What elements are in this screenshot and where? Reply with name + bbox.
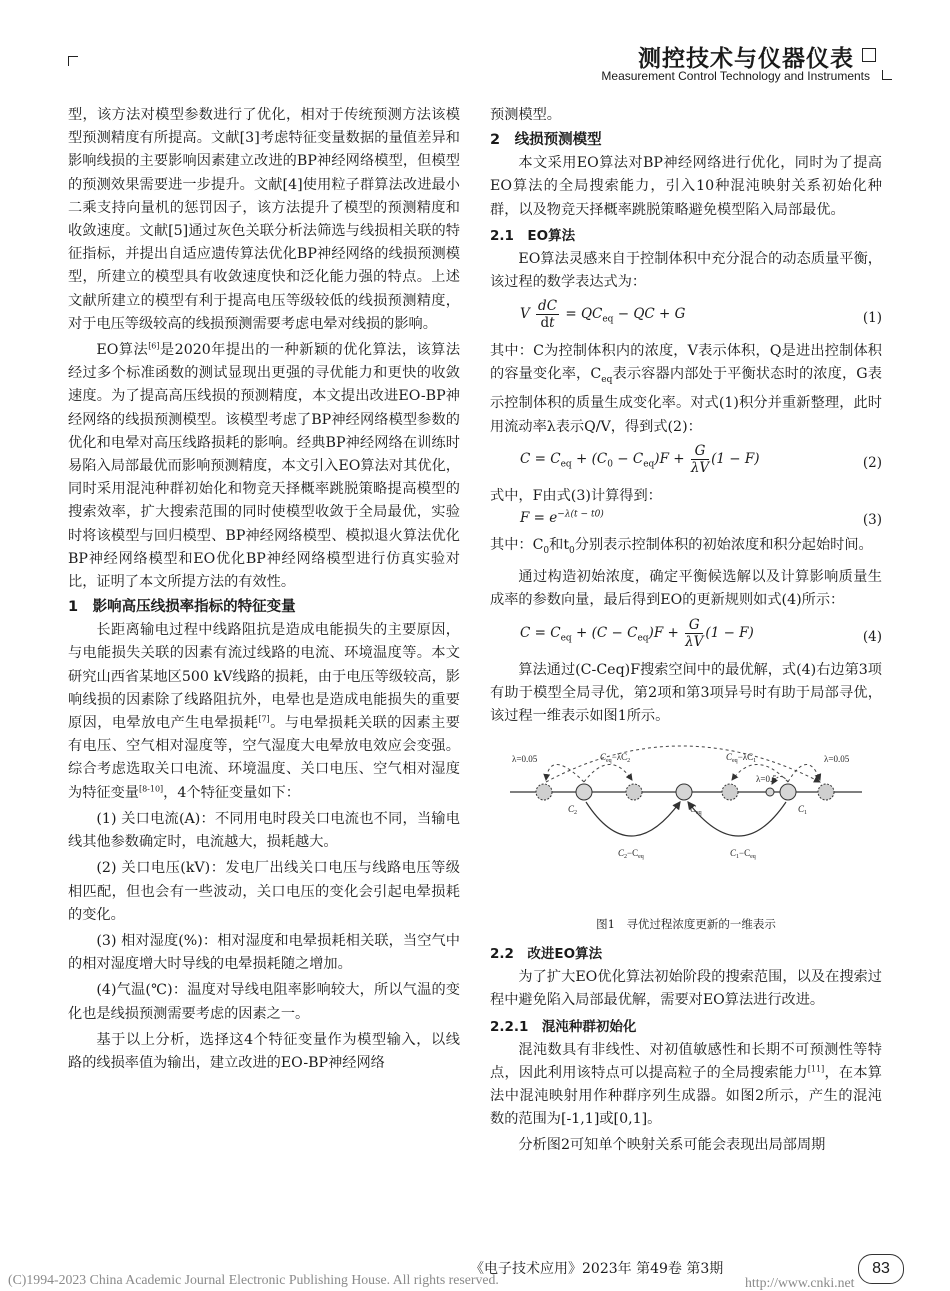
figure-caption: 图1 寻优过程浓度更新的一维表示	[596, 917, 776, 932]
node-label: C	[568, 804, 575, 815]
svg-text:C1: $C_1$	[798, 804, 808, 817]
dashed-arc	[546, 746, 820, 785]
node-dotted	[536, 784, 552, 800]
text: 混沌数具有非线性、对初值敏感性和长期不可预测性等特点，因此利用该特点可以提高粒子的全局搜索能力	[490, 1041, 882, 1081]
left-column	[68, 104, 460, 1075]
subsection-heading: 2.1 EO算法	[490, 227, 576, 244]
journal-title: 测控技术与仪器仪表	[638, 46, 854, 72]
node-label: C	[690, 804, 697, 815]
right-column	[490, 104, 882, 1158]
paragraph	[490, 1039, 882, 1132]
paragraph: 型，该方法对模型参数进行了优化，相对于传统预测方法该模型预测精度有所提高。文献[3]考虑特征变量数据的量值差异和影响线损的主要影响因素建立改进的BP神经网络模型，但模型的预测效果需要进一步提升。文献[4]使用粒子群算法改进最小二乘支持向量机的惩罚因子，该方法提升了模型的预测精度和收敛速度。文献[5]通过灰色关联分析法筛选与线损相关联的特征指标，并提出自适应遗传算法优化BP神经网络的线损预测模型，所建立的模型具有收敛速度快和泛化能力强的特点。上述文献所建立的模型有利于提高电压等级较低的线损预测精度，对于电压等级较高的线损预测需要考虑电晕对线损的影响。	[68, 107, 460, 332]
text: 长距离输电过程中线路阻抗是造成电能损失的主要原因，与电能损失关联的因素有流过线路的电流、环境温度等。本文研究山西省某地区500 kV线路的损耗，由于电压等级较高，影响线损的因素除了线路阻抗外，电晕也是造成电能损失的重要原因，电晕放电产生电晕损耗	[68, 622, 460, 732]
dashed-arc	[584, 765, 632, 783]
arc-label: C	[618, 848, 625, 859]
subsection-heading: 2.2.1 混沌种群初始化	[490, 1018, 637, 1035]
corner-mark-right	[882, 70, 892, 80]
text: EO算法	[96, 342, 149, 359]
page-number: 83	[858, 1254, 904, 1284]
list-item: (1) 关口电流(A)：不同用电时段关口电流也不同，当输电线其他参数确定时，电流越大，损耗越大。	[68, 810, 460, 851]
lambda-label: λ=0.05	[824, 754, 850, 765]
equation-2: $C = C_{eq} + (C_0 - C_{eq})F$ + $\frac{G}{\lambda V}$ (1 − F) (2)	[520, 442, 882, 476]
svg-text:C1−Ceq: $C_1-C_{eq}$	[730, 848, 756, 861]
concentration-update-diagram	[490, 740, 882, 910]
text: 分别表示控制体积的初始浓度和积分起始时间。	[574, 537, 873, 554]
subscript: 0	[543, 545, 550, 556]
arc-label: C	[726, 752, 733, 763]
paragraph: EO算法灵感来自于控制体积中充分混合的动态质量平衡，该过程的数学表达式为：	[490, 250, 882, 291]
lambda-label: λ=0.5	[756, 774, 777, 785]
publisher-url[interactable]: http://www.cnki.net	[745, 1275, 855, 1290]
svg-text:Ceq: $C_{eq}$	[690, 804, 702, 817]
paragraph	[68, 619, 460, 805]
node-dotted	[722, 784, 738, 800]
figure-1	[490, 740, 882, 940]
dashed-arc	[788, 765, 820, 783]
corner-mark-top-right	[862, 48, 876, 62]
paragraph: 分析图2可知单个映射关系可能会表现出局部周期	[518, 1137, 826, 1154]
equation-number: (1)	[862, 310, 882, 327]
paragraph	[490, 340, 882, 439]
equation-number: (2)	[862, 454, 882, 471]
paragraph: 式中，F由式(3)计算得到：	[490, 487, 662, 504]
equation-number: (4)	[862, 628, 882, 645]
paragraph	[490, 534, 882, 563]
list-item: (3) 相对湿度(%)：相对湿度和电晕损耗相关联，当空气中的相对湿度增大时导线的电晕损耗随之增加。	[68, 932, 460, 973]
solid-arc	[688, 802, 786, 836]
subsection-heading: 2.2 改进EO算法	[490, 946, 603, 963]
citation: [6]	[148, 341, 160, 351]
node-ceq	[676, 784, 692, 800]
paragraph: 算法通过(C-Ceq)F搜索空间中的最优解，式(4)右边第3项有助于模型全局寻优，第2项和第3项异号时有助于局部寻优，该过程一维表示如图1所示。	[490, 661, 882, 724]
text: ，4个特征变量如下：	[163, 784, 300, 801]
subscript: eq	[601, 375, 613, 386]
lambda-label: λ=0.05	[512, 754, 538, 765]
node-c1	[780, 784, 796, 800]
subscript: 0	[569, 545, 575, 556]
paragraph: 预测模型。	[490, 107, 561, 123]
text: 。与电晕损耗关联的因素主要有电压、空气相对湿度等，空气湿度大电晕放电效应会变强。综合考虑选取关口电流、环境温度、关口电压、空气相对湿度为特征变量	[68, 715, 460, 801]
paragraph: 本文采用EO算法对BP神经网络进行优化，同时为了提高EO算法的全局搜索能力，引入10种混沌映射关系初始化种群，以及物竞天择概率跳脱策略避免模型陷入局部最优。	[490, 155, 882, 218]
node-label: C	[798, 804, 805, 815]
citation: [11]	[807, 1063, 825, 1073]
text: ，在本算法中混沌映射用作种群序列生成器。如图2所示，产生的混沌数的范围为[-1,1]或[0,1]。	[490, 1064, 882, 1128]
list-item: (4)气温(℃)：温度对导线电阻率影响较大，所以气温的变化也是线损预测需要考虑的因素之一。	[68, 982, 460, 1022]
text: 和t	[549, 537, 570, 554]
node-small	[766, 788, 774, 796]
arc-label: C	[600, 752, 607, 763]
copyright-notice: (C)1994-2023 China Academic Journal Electronic Publishing House. All rights reserved.	[8, 1272, 499, 1287]
journal-citation: 《电子技术应用》2023年 第49卷 第3期	[470, 1261, 724, 1277]
solid-arc	[586, 802, 680, 836]
svg-text:Ceq−λC1: $C_{eq}-\lambda C_1$	[726, 752, 757, 765]
journal-subtitle: Measurement Control Technology and Instruments	[601, 69, 870, 83]
equation-3: $F = e^{-\lambda(t - t0)}$ (3)	[520, 509, 882, 529]
citation: [8-10]	[138, 783, 164, 793]
node-dotted	[818, 784, 834, 800]
svg-text:C2−Ceq: $C_2-C_{eq}$	[618, 848, 644, 861]
node-c2	[576, 784, 592, 800]
section-heading: 1 影响高压线损率指标的特征变量	[68, 599, 296, 616]
citation: [7]	[258, 714, 270, 724]
equation-1: V $\frac{dC}{dt}$ = $QC_{eq}$ − QC + G (1)	[520, 298, 882, 332]
text: 表示容器内部处于平衡状态时的浓度，G表示控制体积的质量生成变化率。对式(1)积分并重新整理，此时用流动率λ表示Q/V，得到式(2)：	[490, 366, 882, 435]
svg-text:C2: $C_2$	[568, 804, 578, 817]
equation-number: (3)	[862, 512, 882, 529]
arc-label: C	[730, 848, 737, 859]
paragraph: 通过构造初始浓度，确定平衡候选解以及计算影响质量生成率的参数向量，最后得到EO的更新规则如式(4)所示：	[490, 569, 882, 609]
corner-mark-top-left	[68, 56, 78, 66]
text: 其中：C为控制体积内的浓度，V表示体积，Q是进出控制体积的容量变化率，C	[490, 343, 882, 383]
text: 是2020年提出的一种新颖的优化算法，该算法经过多个标准函数的测试显现出更强的寻优能力和更快的收敛速度。为了提高高压线损的预测精度，本文提出改进EO-BP神经网络的线损预测模型。该模型考虑了BP神经网络模型参数的优化和电晕对高压线路损耗的影响。经典BP神经网络在训练时易陷入局部最优而影响预测精度，本文引入EO算法对其优化，同时采用混沌种群初始化和物竞天择概率跳脱策略提高模型的搜索效率，扩大搜索范围的同时使模型收敛于全局最优，实验时将该模型与回归模型、BP神经网络模型、模拟退火算法优化BP神经网络模型和EO优化BP神经网络模型进行仿真实验对比，证明了本文所提方法的有效性。	[68, 342, 461, 591]
text: 其中：C	[490, 537, 544, 554]
node-dotted	[626, 784, 642, 800]
list-item: (2) 关口电压(kV)：发电厂出线关口电压与线路电压等级相匹配，但也会有一些波动，关口电压的变化会引起电晕损耗的变化。	[68, 860, 460, 923]
section-heading: 2 线损预测模型	[490, 132, 602, 149]
paragraph	[68, 339, 460, 594]
equation-4: $C = C_{eq} + (C - C_{eq})F$ + $\frac{G}{\lambda V}$ (1 − F) (4)	[520, 616, 882, 650]
svg-text:Ceq−λC2: $C_{eq}-\lambda C_2$	[600, 752, 631, 765]
paragraph: 基于以上分析，选择这4个特征变量作为模型输入，以线路的线损率值为输出，建立改进的EO-BP神经网络	[68, 1031, 460, 1071]
paragraph: 为了扩大EO优化算法初始阶段的搜索范围，以及在搜索过程中避免陷入局部最优解，需要对EO算法进行改进。	[490, 969, 882, 1009]
